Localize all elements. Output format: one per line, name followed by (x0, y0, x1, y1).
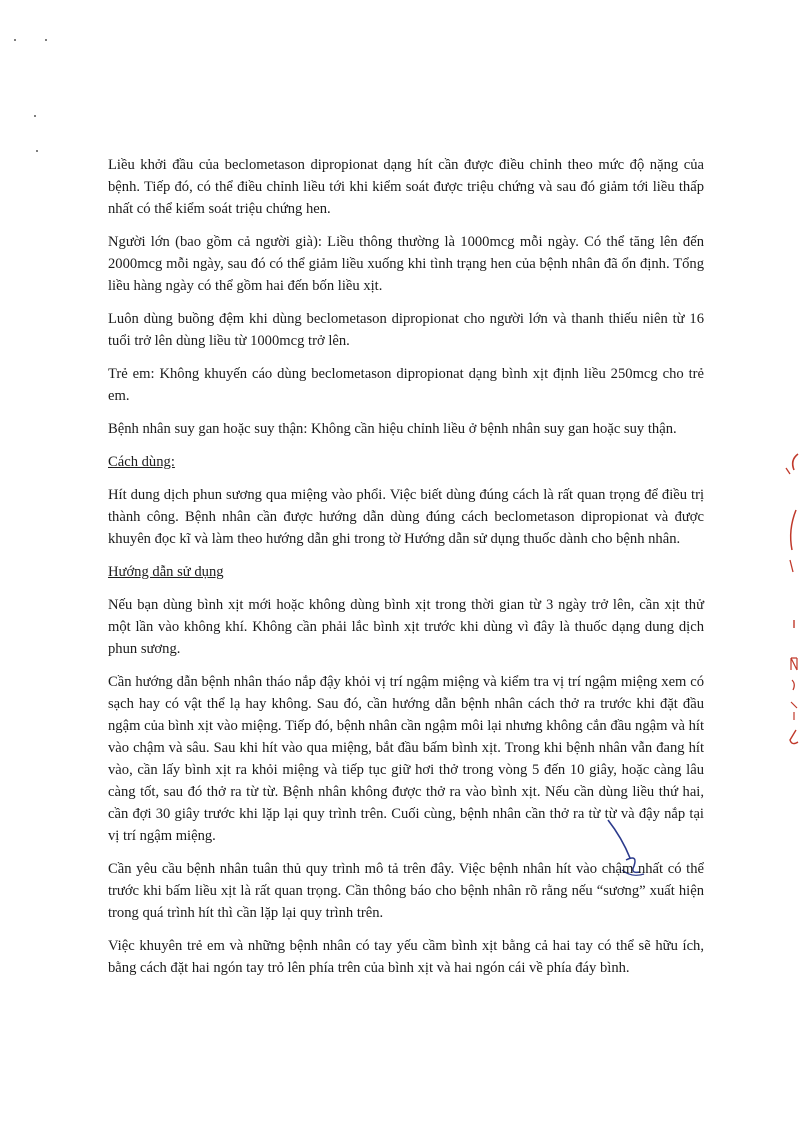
document-body (108, 154, 704, 990)
scan-speck (14, 39, 16, 41)
heading-instructions: Hướng dẫn sử dụng (108, 564, 224, 580)
heading-administration: Cách dùng: (108, 454, 175, 470)
paragraph-test-spray: Nếu bạn dùng bình xịt mới hoặc không dùng bình xịt trong thời gian từ 3 ngày trở lên, cần xịt thử một lần vào không khí. Không cần phải lắc bình xịt trước khi dùng vì đây là thuốc dạng dung dịch phun sương. (108, 597, 704, 657)
paragraph-administration: Hít dung dịch phun sương qua miệng vào phổi. Việc biết dùng đúng cách là rất quan trọng để điều trị thành công. Bệnh nhân cần được hướng dẫn dùng đúng cách beclometason dipropionat và được khuyên đọc kĩ và làm theo hướng dẫn ghi trong tờ Hướng dẫn sử dụng thuốc dành cho bệnh nhân. (108, 487, 704, 547)
scan-speck (45, 39, 47, 41)
paragraph-initial-dose: Liều khởi đầu của beclometason dipropionat dạng hít cần được điều chỉnh theo mức độ nặng của bệnh. Tiếp đó, có thể điều chỉnh liều tới khi kiểm soát được triệu chứng và sau đó giảm tới liều thấp nhất có thể kiểm soát triệu chứng hen. (108, 157, 704, 217)
red-stamp-fragment-icon (770, 440, 800, 760)
paragraph-inhalation-steps: Cần hướng dẫn bệnh nhân tháo nắp đậy khỏi vị trí ngậm miệng và kiểm tra vị trí ngậm miệng xem có sạch hay có vật thể lạ hay không. Sau đó, cần hướng dẫn bệnh nhân cách thở ra trước khi đặt đầu ngậm của bình xịt vào miệng. Tiếp đó, bệnh nhân cần ngậm môi lại nhưng không cắn đầu ngậm và hít vào chậm và sâu. Sau khi hít vào qua miệng, bắt đầu bấm bình xịt. Trong khi bệnh nhân vẫn đang hít vào, cần lấy bình xịt ra khỏi miệng và tiếp tục giữ hơi thở trong vòng 5 đến 10 giây, hoặc càng lâu càng tốt, sau đó thở ra từ từ. Bệnh nhân không được thở ra vào bình xịt. Nếu cần dùng liều thứ hai, cần đợi 30 giây trước khi lặp lại quy trình trên. Cuối cùng, bệnh nhân cần thở ra từ từ và đậy nắp tại vị trí ngậm miệng. (108, 674, 704, 844)
paragraph-two-hands: Việc khuyên trẻ em và những bệnh nhân có tay yếu cầm bình xịt bằng cả hai tay có thể sẽ hữu ích, bằng cách đặt hai ngón tay trỏ lên phía trên của bình xịt và hai ngón cái về phía đáy bình. (108, 938, 704, 976)
paragraph-compliance: Cần yêu cầu bệnh nhân tuân thủ quy trình mô tả trên đây. Việc bệnh nhân hít vào chậm nhất có thể trước khi bấm liều xịt là rất quan trọng. Cần thông báo cho bệnh nhân rõ rằng nếu “sương” xuất hiện trong quá trình hít thì cần lặp lại quy trình trên. (108, 861, 704, 921)
paragraph-children: Trẻ em: Không khuyến cáo dùng beclometason dipropionat dạng bình xịt định liều 250mcg cho trẻ em. (108, 366, 704, 404)
scan-speck (34, 115, 36, 117)
paragraph-hepatic-renal: Bệnh nhân suy gan hoặc suy thận: Không cần hiệu chỉnh liều ở bệnh nhân suy gan hoặc suy thận. (108, 421, 677, 437)
paragraph-spacer: Luôn dùng buồng đệm khi dùng beclometason dipropionat cho người lớn và thanh thiếu niên từ 16 tuổi trở lên dùng liều từ 1000mcg trở lên. (108, 311, 704, 349)
paragraph-adults: Người lớn (bao gồm cả người già): Liều thông thường là 1000mcg mỗi ngày. Có thể tăng lên đến 2000mcg mỗi ngày, sau đó có thể giảm liều xuống khi tình trạng hen của bệnh nhân đã ổn định. Tổng liều hàng ngày có thể gồm hai đến bốn liều xịt. (108, 234, 704, 294)
scan-speck (36, 150, 38, 152)
